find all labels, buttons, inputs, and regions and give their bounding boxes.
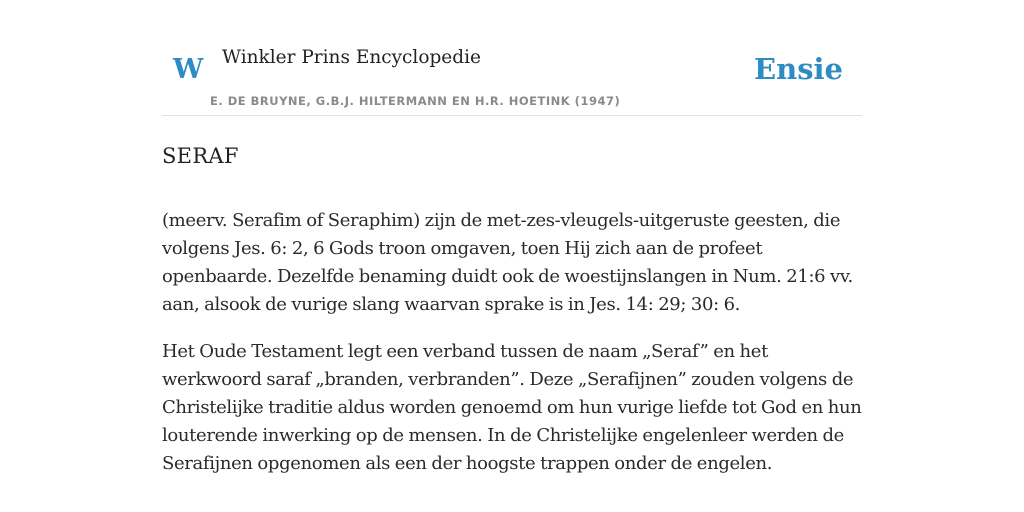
entry-paragraph-1: (meerv. Serafim of Seraphim) zijn de met-zes-vleugels-uitgeruste geesten, die volgens Jes. 6: 2, 6 Gods troon omgaven, toen Hij zich aan de profeet openbaarde. Dezelfde benaming duidt ook de woestijnslangen in Num. 21:6 vv. aan, alsook de vurige slang waarvan sprake is in Jes. 14: 29; 30: 6.: [162, 210, 853, 315]
entry-title: SERAF: [162, 144, 239, 168]
entry-paragraph-2: Het Oude Testament legt een verband tussen de naam „Seraf” en het werkwoord saraf „branden, verbranden”. Deze „Serafijnen” zouden volgens de Christelijke traditie aldus worden genoemd om hun vurige liefde tot God en hun louterende inwerking op de mensen. In de Christelijke engelenleer werden de Serafijnen opgenomen als een der hoogste trappen onder de engelen.: [162, 341, 862, 474]
ensie-brand-logo[interactable]: Ensie: [754, 52, 843, 86]
encyclopedia-logo-icon[interactable]: W: [173, 54, 204, 85]
source-header: [162, 0, 862, 116]
source-title-link[interactable]: Winkler Prins Encyclopedie: [222, 47, 481, 68]
article: [162, 0, 862, 478]
source-byline: E. DE BRUYNE, G.B.J. HILTERMANN EN H.R. HOETINK (1947): [210, 94, 621, 108]
